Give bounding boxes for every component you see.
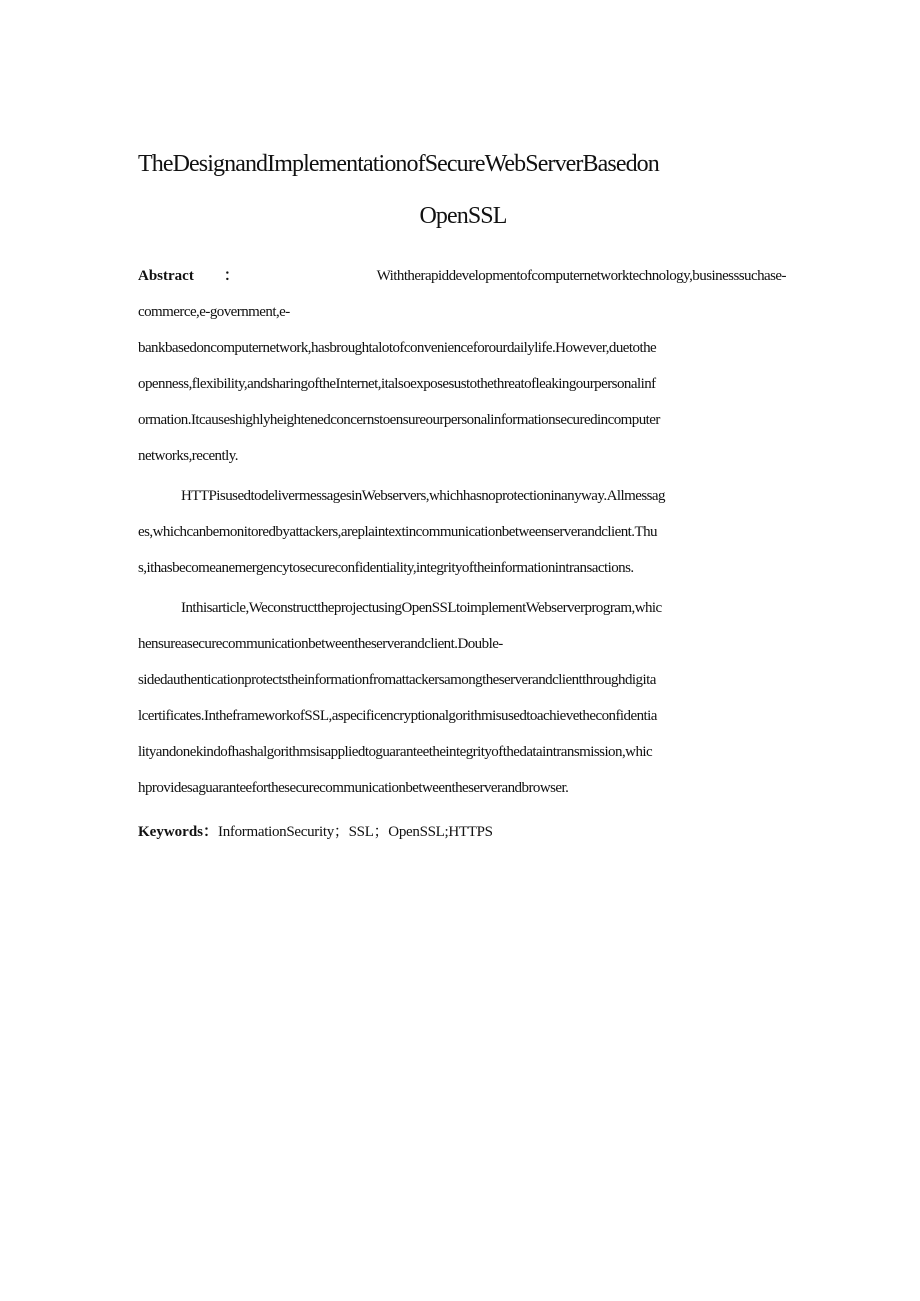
title-line-2: OpenSSL (419, 203, 507, 229)
abstract-first-text: Withtherapiddevelopmentofcomputernetworktechnology,businesssuchase- (376, 268, 786, 284)
abstract-p2-line: es,whichcanbemonitoredbyattackers,areplaintextincommunicationbetweenserverandclient.Thu (138, 524, 658, 540)
abstract-p3-line: hensureasecurecommunicationbetweentheserverandclient.Double- (138, 636, 503, 652)
abstract-p3-line: lcertificates.IntheframeworkofSSL,aspecificencryptionalgorithmisusedtoachievetheconfidentia (138, 708, 657, 724)
abstract-p3-line: Inthisarticle,WeconstructtheprojectusingOpenSSLtoimplementWebserverprogram,whic (181, 600, 662, 616)
keywords-line (138, 820, 493, 844)
abstract-label: Abstract (138, 268, 194, 284)
abstract-p3-line: hprovidesaguaranteeforthesecurecommunicationbetweentheserverandbrowser. (138, 780, 569, 796)
abstract-colon: ： (223, 268, 239, 284)
abstract-p2-line: s,ithasbecomeanemergencytosecureconfidentiality,integrityoftheinformationintransactions. (138, 560, 634, 576)
abstract-p1-line: bankbasedoncomputernetwork,hasbroughtalotofconvenienceforourdailylife.However,duetothe (138, 340, 657, 356)
abstract-p2-line: HTTPisusedtodelivermessagesinWebservers,whichhasnoprotectioninanyway.Allmessag (181, 488, 665, 504)
abstract-p3-line: lityandonekindofhashalgorithmsisappliedtoguaranteetheintegrityofthedataintransmission,whic (138, 744, 653, 760)
abstract-label-group (138, 258, 238, 294)
keywords-value: InformationSecurity；SSL；OpenSSL;HTTPS (218, 824, 493, 840)
abstract-p1-line: ormation.Itcauseshighlyheightenedconcernstoensureourpersonalinformationsecuredincomputer (138, 412, 660, 428)
abstract-p1-line: commerce,e-government,e- (138, 304, 290, 320)
keywords-label: Keywords： (138, 824, 218, 840)
abstract-first-line (138, 258, 786, 294)
abstract-p3-line: sidedauthenticationprotectstheinformationfromattackersamongtheserverandclientthroughdigita (138, 672, 656, 688)
paper-title (138, 146, 788, 234)
abstract-p1-line: openness,flexibility,andsharingoftheInternet,italsoexposesustothethreatofleakingourpersonalinf (138, 376, 656, 392)
abstract-p1-line: networks,recently. (138, 448, 238, 464)
abstract-section (138, 258, 786, 806)
title-line-1: TheDesignandImplementationofSecureWebServerBasedon (138, 151, 659, 177)
